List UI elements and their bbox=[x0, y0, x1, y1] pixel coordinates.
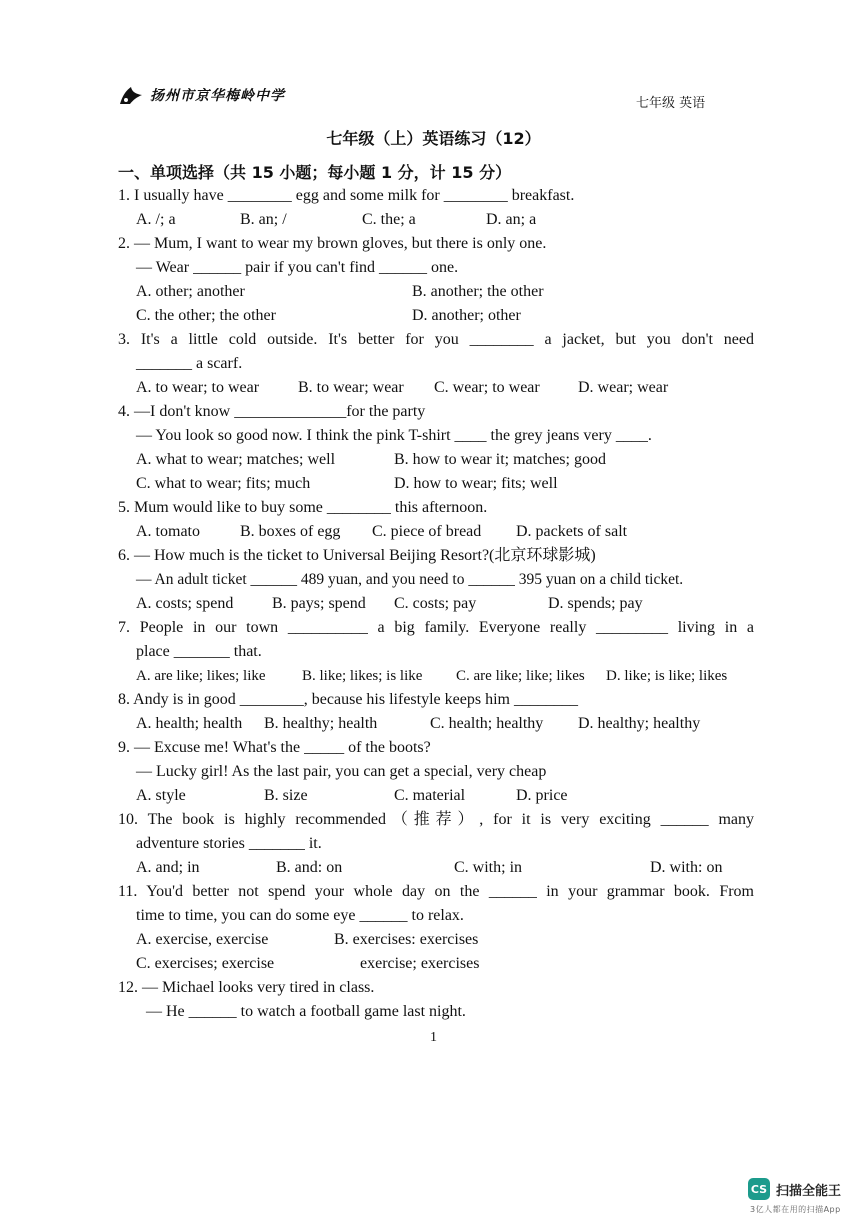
section-heading: 一、单项选择（共 15 小题；每小题 1 分，计 15 分） bbox=[118, 163, 512, 182]
question-12-line-2: — He ______ to watch a football game last night. bbox=[146, 1003, 466, 1020]
question-3-line-1: 3. It's a little cold outside. It's better for you ________ a jacket, but you don't need bbox=[118, 331, 754, 348]
question-5-option-a: A. tomato bbox=[136, 523, 200, 540]
question-7-line-1: 7. People in our town __________ a big family. Everyone really _________ living in a bbox=[118, 619, 754, 636]
question-1-option-b: B. an; / bbox=[240, 211, 287, 228]
page-number: 1 bbox=[430, 1030, 437, 1045]
question-8-option-b: B. healthy; health bbox=[264, 715, 378, 732]
question-9-option-b: B. size bbox=[264, 787, 308, 804]
scanner-watermark bbox=[748, 1178, 841, 1200]
question-1-option-c: C. the; a bbox=[362, 211, 416, 228]
question-3-option-c: C. wear; to wear bbox=[434, 379, 540, 396]
scanner-tagline: 3亿人都在用的扫描App bbox=[750, 1205, 841, 1214]
question-6-option-c: C. costs; pay bbox=[394, 595, 477, 612]
question-11-option-b: B. exercises: exercises bbox=[334, 931, 479, 948]
question-7-option-a: A. are like; likes; like bbox=[136, 668, 266, 684]
question-1-option-a: A. /; a bbox=[136, 211, 176, 228]
question-2-line-2: — Wear ______ pair if you can't find ______ one. bbox=[136, 259, 459, 276]
question-9-line-2: — Lucky girl! As the last pair, you can get a special, very cheap bbox=[136, 763, 547, 780]
page-title: 七年级（上）英语练习（12） bbox=[326, 129, 541, 148]
question-4-option-b: B. how to wear it; matches; good bbox=[394, 451, 606, 468]
question-2-option-d: D. another; other bbox=[412, 307, 521, 324]
question-7-option-d: D. like; is like; likes bbox=[606, 668, 728, 684]
question-7-option-c: C. are like; like; likes bbox=[456, 668, 585, 684]
question-6-option-b: B. pays; spend bbox=[272, 595, 366, 612]
question-11-line-1: 11. You'd better not spend your whole day on the ______ in your grammar book. From bbox=[118, 883, 754, 900]
question-4-option-c: C. what to wear; fits; much bbox=[136, 475, 311, 492]
question-6-line-2: — An adult ticket ______ 489 yuan, and you need to ______ 395 yuan on a child ticket. bbox=[136, 571, 684, 588]
question-1-option-d: D. an; a bbox=[486, 211, 537, 228]
question-7-option-b: B. like; likes; is like bbox=[302, 668, 423, 684]
school-logo bbox=[118, 84, 285, 106]
question-10-line-1: 10. The book is highly recommended（推荐）, for it is very exciting ______ many bbox=[118, 811, 754, 828]
question-1-line-1: 1. I usually have ________ egg and some milk for ________ breakfast. bbox=[118, 187, 575, 204]
question-8-line-1: 8. Andy is in good ________, because his lifestyle keeps him ________ bbox=[118, 691, 578, 708]
question-9-option-a: A. style bbox=[136, 787, 186, 804]
question-7-line-2: place _______ that. bbox=[136, 643, 262, 660]
question-5-option-d: D. packets of salt bbox=[516, 523, 628, 540]
question-3-option-a: A. to wear; to wear bbox=[136, 379, 260, 396]
question-5-option-b: B. boxes of egg bbox=[240, 523, 341, 540]
question-9-option-c: C. material bbox=[394, 787, 466, 804]
question-3-option-b: B. to wear; wear bbox=[298, 379, 404, 396]
question-10-option-d: D. with: on bbox=[650, 859, 723, 876]
question-8-option-d: D. healthy; healthy bbox=[578, 715, 701, 732]
question-10-option-b: B. and: on bbox=[276, 859, 343, 876]
question-4-option-a: A. what to wear; matches; well bbox=[136, 451, 336, 468]
question-11-option-a: A. exercise, exercise bbox=[136, 931, 269, 948]
question-6-line-1: 6. — How much is the ticket to Universal Beijing Resort?(北京环球影城) bbox=[118, 547, 596, 564]
question-6-option-a: A. costs; spend bbox=[136, 595, 234, 612]
question-2-option-a: A. other; another bbox=[136, 283, 245, 300]
question-6-option-d: D. spends; pay bbox=[548, 595, 643, 612]
question-5-line-1: 5. Mum would like to buy some ________ this afternoon. bbox=[118, 499, 488, 516]
question-4-option-d: D. how to wear; fits; well bbox=[394, 475, 558, 492]
question-2-option-c: C. the other; the other bbox=[136, 307, 276, 324]
question-3-option-d: D. wear; wear bbox=[578, 379, 669, 396]
question-11-line-2: time to time, you can do some eye ______ to relax. bbox=[136, 907, 464, 924]
question-9-line-1: 9. — Excuse me! What's the _____ of the boots? bbox=[118, 739, 431, 756]
question-10-line-2: adventure stories _______ it. bbox=[136, 835, 322, 852]
question-10-option-c: C. with; in bbox=[454, 859, 523, 876]
school-name: 扬州市京华梅岭中学 bbox=[150, 88, 285, 104]
scanner-name: 扫描全能王 bbox=[776, 1183, 842, 1199]
question-8-option-c: C. health; healthy bbox=[430, 715, 544, 732]
camscanner-logo-icon: CS bbox=[748, 1178, 770, 1200]
question-11-option-d: exercise; exercises bbox=[360, 955, 480, 972]
question-9-option-d: D. price bbox=[516, 787, 568, 804]
question-8-option-a: A. health; health bbox=[136, 715, 243, 732]
school-emblem-icon bbox=[118, 84, 144, 106]
question-5-option-c: C. piece of bread bbox=[372, 523, 482, 540]
question-2-line-1: 2. — Mum, I want to wear my brown gloves, but there is only one. bbox=[118, 235, 547, 252]
question-10-option-a: A. and; in bbox=[136, 859, 200, 876]
question-4-line-2: — You look so good now. I think the pink T-shirt ____ the grey jeans very ____. bbox=[136, 427, 652, 444]
question-12-line-1: 12. — Michael looks very tired in class. bbox=[118, 979, 375, 996]
question-11-option-c: C. exercises; exercise bbox=[136, 955, 275, 972]
grade-subject-label: 七年级 英语 bbox=[636, 96, 706, 111]
question-2-option-b: B. another; the other bbox=[412, 283, 544, 300]
question-3-line-2: _______ a scarf. bbox=[136, 355, 243, 372]
question-4-line-1: 4. —I don't know ______________for the party bbox=[118, 403, 426, 420]
